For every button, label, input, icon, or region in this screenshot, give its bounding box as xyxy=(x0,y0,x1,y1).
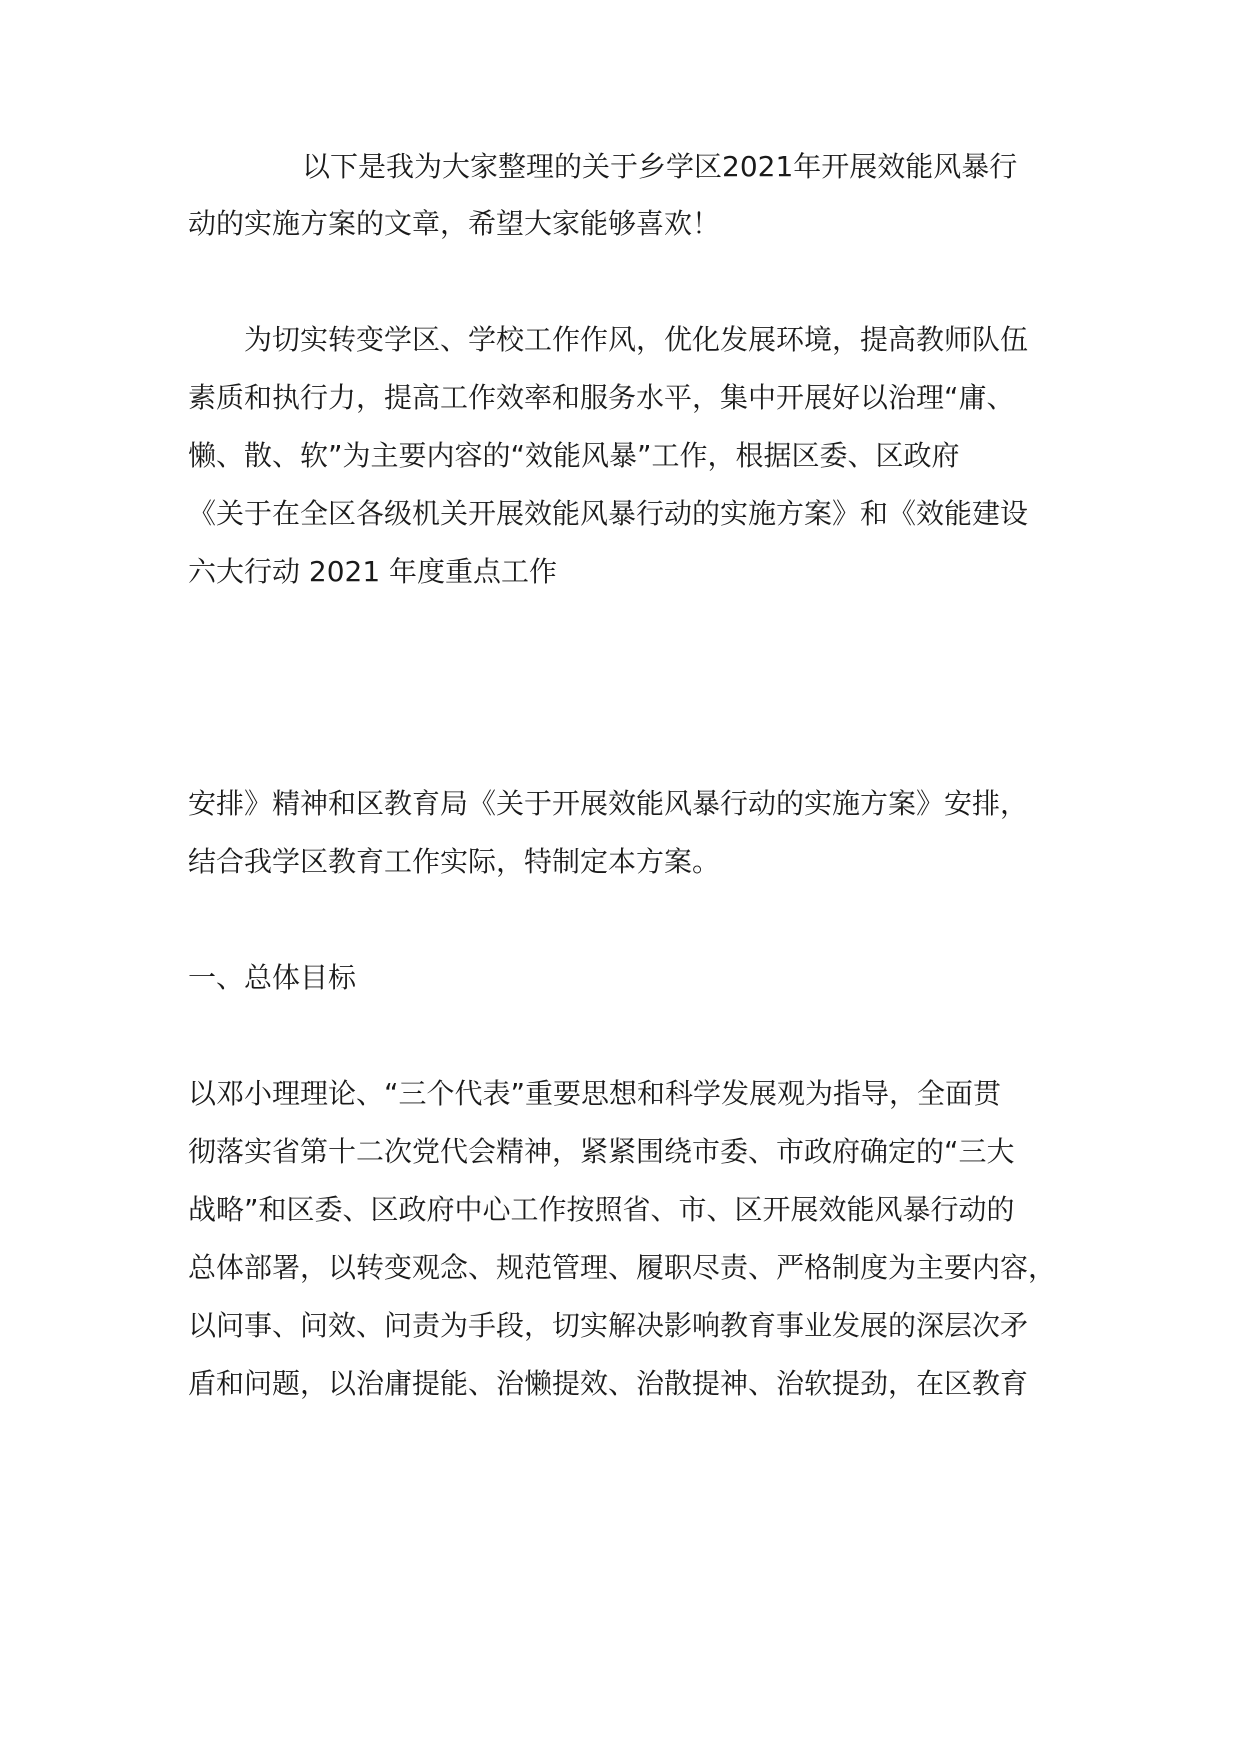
intro-line-1: 以下是我为大家整理的关于乡学区2021年开展效能风暴行 xyxy=(302,150,1018,183)
paragraph-3-line-3: 战略”和区委、区政府中心工作按照省、市、区开展效能风暴行动的 xyxy=(188,1193,1015,1226)
paragraph-3-line-2: 彻落实省第十二次党代会精神，紧紧围绕市委、市政府确定的“三大 xyxy=(188,1135,1015,1168)
paragraph-1-line-2: 素质和执行力，提高工作效率和服务水平，集中开展好以治理“庸、 xyxy=(188,381,1015,414)
paragraph-1-line-3: 懒、散、软”为主要内容的“效能风暴”工作，根据区委、区政府 xyxy=(188,439,960,472)
paragraph-1-line-1: 为切实转变学区、学校工作作风，优化发展环境，提高教师队伍 xyxy=(244,323,1029,356)
paragraph-1-line-5: 六大行动 2021 年度重点工作 xyxy=(188,555,558,588)
paragraph-3-line-5: 以问事、问效、问责为手段，切实解决影响教育事业发展的深层次矛 xyxy=(188,1309,1029,1342)
paragraph-2-line-2: 结合我学区教育工作实际，特制定本方案。 xyxy=(188,845,721,878)
intro-line-2: 动的实施方案的文章，希望大家能够喜欢！ xyxy=(188,207,721,240)
paragraph-3-line-4: 总体部署，以转变观念、规范管理、履职尽责、严格制度为主要内容， xyxy=(188,1251,1057,1284)
section-heading: 一、总体目标 xyxy=(188,961,357,994)
paragraph-1-line-4: 《关于在全区各级机关开展效能风暴行动的实施方案》和《效能建设 xyxy=(188,497,1029,530)
paragraph-3-line-1: 以邓小理理论、“三个代表”重要思想和科学发展观为指导，全面贯 xyxy=(188,1077,1002,1110)
paragraph-2-line-1: 安排》精神和区教育局《关于开展效能风暴行动的实施方案》安排， xyxy=(188,787,1029,820)
paragraph-3-line-6: 盾和问题，以治庸提能、治懒提效、治散提神、治软提劲，在区教育 xyxy=(188,1367,1029,1400)
